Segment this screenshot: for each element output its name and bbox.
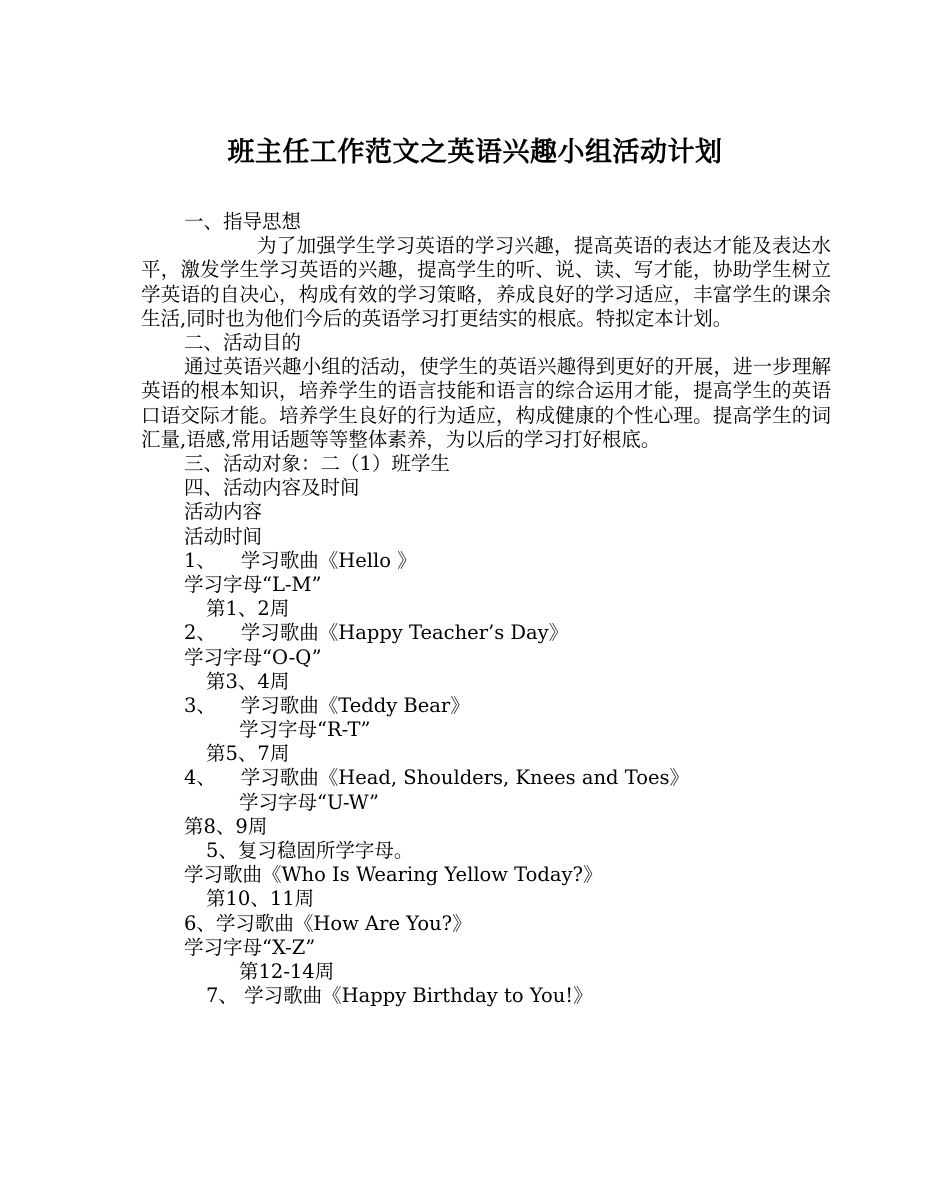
list-item-song: 2、 学习歌曲《Happy Teacher’s Day》 xyxy=(184,621,569,645)
list-item-weeks: 第10、11周 xyxy=(206,887,315,911)
list-item-song: 6、学习歌曲《How Are You?》 xyxy=(184,911,472,935)
list-item-letters: 学习字母“U-W” xyxy=(239,790,379,814)
section-heading-content-time: 四、活动内容及时间 xyxy=(184,476,360,500)
section-heading-audience: 三、活动对象：二（1）班学生 xyxy=(184,452,450,475)
list-item-weeks: 第5、7周 xyxy=(206,742,290,766)
section-heading-purpose: 二、活动目的 xyxy=(184,331,302,354)
list-item-weeks: 第12-14周 xyxy=(239,959,335,983)
list-item-song: 7、 学习歌曲《Happy Birthday to You!》 xyxy=(206,984,593,1008)
section-paragraph-guiding-idea: 为了加强学生学习英语的学习兴趣，提高英语的表达才能及表达水平，激发学生学习英语的兴趣，提高学生的听、说、读、写才能，协助学生树立学英语的自决心，构成有效的学习策略，养成良好的学习适应，丰富学生的课余生活,同时也为他们今后的英语学习打更结实的根底。特拟定本计划。 xyxy=(141,234,831,330)
column-label-content: 活动内容 xyxy=(184,500,263,524)
list-item-letters: 学习字母“L-M” xyxy=(184,572,322,596)
section-heading-guiding-idea: 一、指导思想 xyxy=(184,210,302,233)
list-item-song: 1、 学习歌曲《Hello 》 xyxy=(184,548,417,572)
list-item-letters: 学习字母“O-Q” xyxy=(184,645,322,669)
document-body xyxy=(141,210,831,1008)
column-label-time: 活动时间 xyxy=(184,524,263,548)
list-item-song: 学习歌曲《Who Is Wearing Yellow Today?》 xyxy=(184,863,603,887)
list-item-review: 5、复习稳固所学字母。 xyxy=(206,839,414,862)
list-item-weeks: 第1、2周 xyxy=(206,597,290,621)
list-item-song: 3、 学习歌曲《Teddy Bear》 xyxy=(184,693,470,717)
list-item-letters: 学习字母“X-Z” xyxy=(184,935,316,959)
section-paragraph-purpose: 通过英语兴趣小组的活动，使学生的英语兴趣得到更好的开展，进一步理解英语的根本知识，培养学生的语言技能和语言的综合运用才能，提高学生的英语口语交际才能。培养学生良好的行为适应，构成健康的个性心理。提高学生的词汇量,语感,常用话题等等整体素养，为以后的学习打好根底。 xyxy=(141,355,831,451)
list-item-weeks: 第3、4周 xyxy=(206,669,290,693)
list-item-weeks: 第8、9周 xyxy=(184,814,268,838)
list-item-song: 4、 学习歌曲《Head, Shoulders, Knees and Toes》 xyxy=(184,766,690,790)
document-title: 班主任工作范文之英语兴趣小组活动计划 xyxy=(227,137,723,168)
list-item-letters: 学习字母“R-T” xyxy=(239,718,371,742)
